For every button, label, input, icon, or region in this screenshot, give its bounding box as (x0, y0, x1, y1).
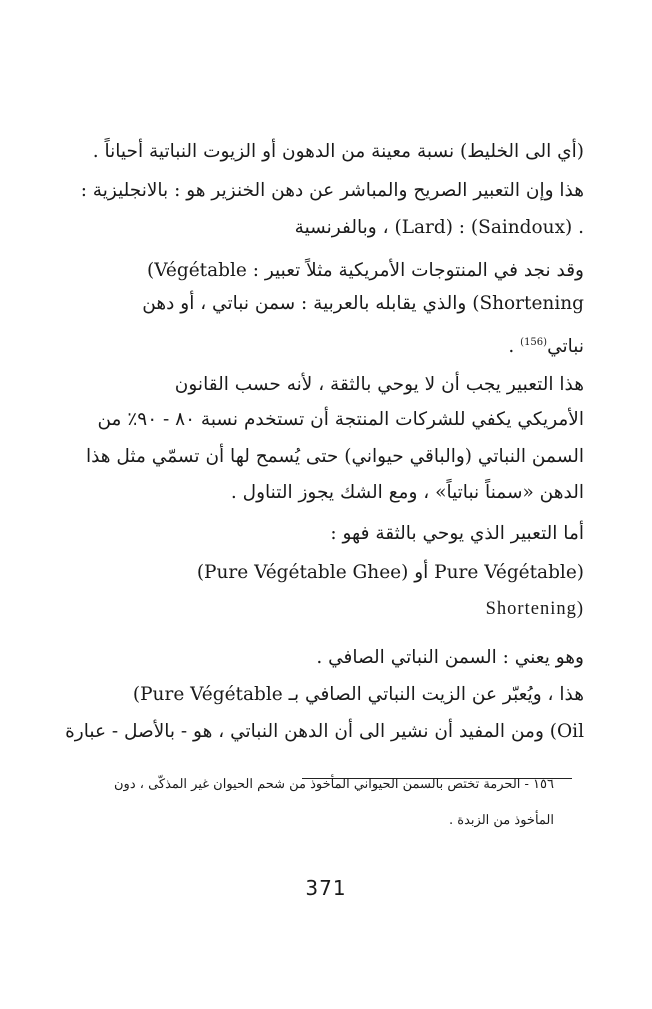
text-line-4: وقد نجد في المنتوجات الأمريكية مثلاً تعبير : Végétable) (147, 260, 584, 281)
text-line-8: الأمريكي يكفي للشركات المنتجة أن تستخدم نسبة ٨٠ - ٩٠٪ من (97, 409, 584, 430)
text-line-9: السمن النباتي (والباقي حيواني) حتى يُسمح لها أن تسمّي مثل هذا (85, 446, 584, 467)
text-line-11: أما التعبير الذي يوحي بالثقة فهو : (330, 523, 584, 544)
page-number: 371 (305, 876, 347, 900)
text-line-6 (82, 328, 584, 362)
footnote-reference: (156) (520, 337, 548, 348)
text-line-16: Oil) ومن المفيد أن نشير الى أن الدهن النباتي ، هو - بالأصل - عبارة (65, 721, 584, 742)
text-line-6-tail: . (508, 336, 515, 358)
footnote-line-1: ١٥٦ - الحرمة تختص بالسمن الحيواني المأخوذ من شحم الحيوان غير المذكّى ، دون (114, 777, 554, 792)
text-line-13: Shortening) (485, 599, 584, 619)
text-line-14: وهو يعني : السمن النباتي الصافي . (316, 647, 584, 668)
text-line-12: (Pure Végétable أو (Pure Végétable Ghee) (196, 562, 584, 583)
text-line-10: الدهن «سمناً نباتياً» ، ومع الشك يجوز التناول . (230, 482, 584, 503)
text-line-7: هذا التعبير يجب أن لا يوحي بالثقة ، لأنه حسب القانون (174, 374, 584, 395)
text-line-3: . (Saindoux) : (Lard) ، وبالفرنسية (294, 217, 584, 238)
text-line-2: هذا وإن التعبير الصريح والمباشر عن دهن الخنزير هو : بالانجليزية : (80, 180, 584, 201)
footnote-line-2: المأخوذ من الزبدة . (449, 813, 554, 828)
text-line-5: Shortening) والذي يقابله بالعربية : سمن نباتي ، أو دهن (142, 293, 584, 314)
text-line-1: (أي الى الخليط) نسبة معينة من الدهون أو الزيوت النباتية أحياناً . (92, 141, 584, 162)
text-line-15: هذا ، ويُعبّر عن الزيت النباتي الصافي بـ Pure Végétable) (132, 684, 584, 705)
text-line-6-word: نباتي (547, 336, 584, 358)
